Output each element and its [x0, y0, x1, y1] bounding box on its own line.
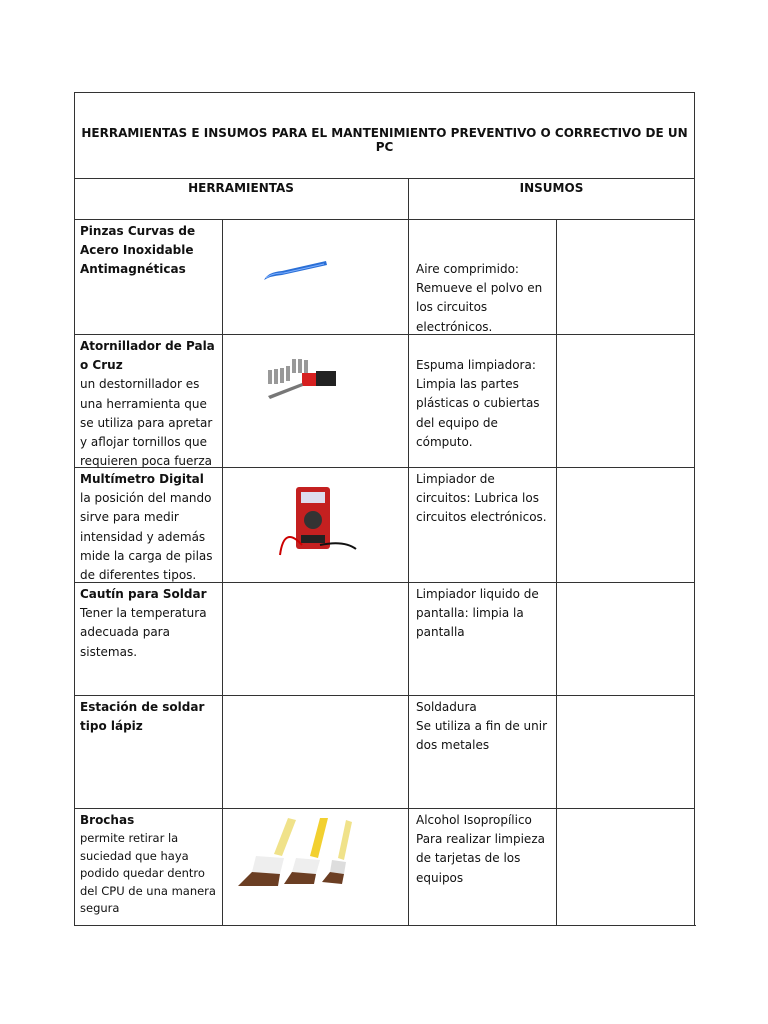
screwdriver-set-image: [266, 356, 338, 402]
supply-line: Se utiliza a fin de unir: [416, 719, 548, 734]
supply-cell: [416, 811, 545, 888]
supply-line: Limpiador de: [416, 472, 495, 486]
supply-line: Alcohol Isopropílico: [416, 813, 532, 827]
tool-title-line: Cautín para Soldar: [80, 587, 207, 601]
supply-line: electrónicos.: [416, 319, 493, 334]
tool-title-line: Atornillador de Pala: [80, 339, 215, 353]
supply-line: Para realizar limpieza: [416, 832, 545, 847]
table-border: [74, 219, 695, 220]
supply-line: dos metales: [416, 738, 490, 753]
supply-line: Aire comprimido:: [416, 262, 519, 276]
supply-line: cómputo.: [416, 434, 473, 449]
tool-title-line: Estación de soldar: [80, 700, 205, 714]
supply-line: los circuitos: [416, 300, 488, 315]
tool-cell: [80, 698, 204, 736]
tool-description-line: sistemas.: [80, 644, 138, 659]
supply-line: plásticas o cubiertas: [416, 396, 540, 411]
brushes-image: [236, 816, 358, 892]
table-border: [74, 925, 696, 926]
tool-cell: [80, 222, 195, 280]
tool-description-line: y aflojar tornillos que: [80, 435, 207, 450]
table-border: [222, 219, 223, 925]
tool-description-line: sirve para medir: [80, 510, 179, 525]
tool-cell: [80, 337, 215, 471]
tool-title-line: Pinzas Curvas de: [80, 224, 196, 238]
tool-title-line: Multímetro Digital: [80, 472, 204, 486]
supply-cell: [416, 260, 542, 337]
tool-description-line: se utiliza para apretar: [80, 415, 213, 430]
table-border: [694, 92, 695, 925]
tool-cell: [80, 811, 216, 918]
tool-description-line: un destornillador es: [80, 377, 200, 392]
tool-description-line: Tener la temperatura: [80, 606, 207, 621]
table-border: [74, 695, 695, 696]
supply-line: Soldadura: [416, 700, 477, 714]
table-border: [74, 808, 695, 809]
table-border: [408, 178, 409, 925]
table-border: [74, 178, 695, 179]
tool-description-line: permite retirar la: [80, 831, 179, 846]
header-tools: HERRAMIENTAS: [188, 181, 294, 195]
table-border: [556, 219, 557, 925]
tool-title-line: o Cruz: [80, 358, 123, 373]
tool-description-line: la posición del mando: [80, 491, 212, 506]
tool-description-line: mide la carga de pilas: [80, 548, 213, 563]
page-title: HERRAMIENTAS E INSUMOS PARA EL MANTENIMIENTO PREVENTIVO O CORRECTIVO DE UN PC: [81, 126, 688, 154]
tool-description-line: podido quedar dentro: [80, 866, 205, 881]
tool-description-line: del CPU de una manera: [80, 883, 216, 898]
multimeter-image: [274, 485, 358, 557]
tool-title-line: tipo lápiz: [80, 719, 143, 734]
supply-line: Remueve el polvo en: [416, 281, 543, 296]
tool-description-line: segura: [80, 901, 120, 916]
tool-title-line: Acero Inoxidable: [80, 243, 194, 258]
supply-cell: [416, 698, 547, 756]
supply-line: circuitos: Lubrica los: [416, 491, 539, 506]
tool-title-line: Antimagnéticas: [80, 262, 186, 277]
supply-cell: [416, 356, 540, 452]
tool-description-line: de diferentes tipos.: [80, 568, 197, 583]
supply-line: equipos: [416, 870, 464, 885]
header-supplies: INSUMOS: [519, 181, 584, 195]
tool-cell: [80, 585, 207, 662]
supply-line: Limpia las partes: [416, 377, 519, 392]
tool-description-line: una herramienta que: [80, 396, 207, 411]
table-border: [74, 92, 695, 93]
tool-description-line: suciedad que haya: [80, 848, 189, 863]
table-border: [74, 334, 695, 335]
tool-cell: [80, 470, 213, 585]
supply-line: Espuma limpiadora:: [416, 358, 536, 372]
supply-line: de tarjetas de los: [416, 851, 521, 866]
supply-line: pantalla: limpia la: [416, 606, 524, 621]
supply-line: circuitos electrónicos.: [416, 510, 547, 525]
supply-line: del equipo de: [416, 415, 498, 430]
tool-description-line: adecuada para: [80, 625, 170, 640]
supply-cell: [416, 585, 539, 643]
supply-line: pantalla: [416, 625, 465, 640]
supply-line: Limpiador liquido de: [416, 587, 539, 601]
tweezers-image: [258, 258, 330, 284]
tool-description-line: requieren poca fuerza: [80, 454, 212, 469]
supply-cell: [416, 470, 547, 528]
tool-title-line: Brochas: [80, 813, 135, 827]
table-border: [74, 92, 75, 925]
tool-description-line: intensidad y además: [80, 529, 206, 544]
